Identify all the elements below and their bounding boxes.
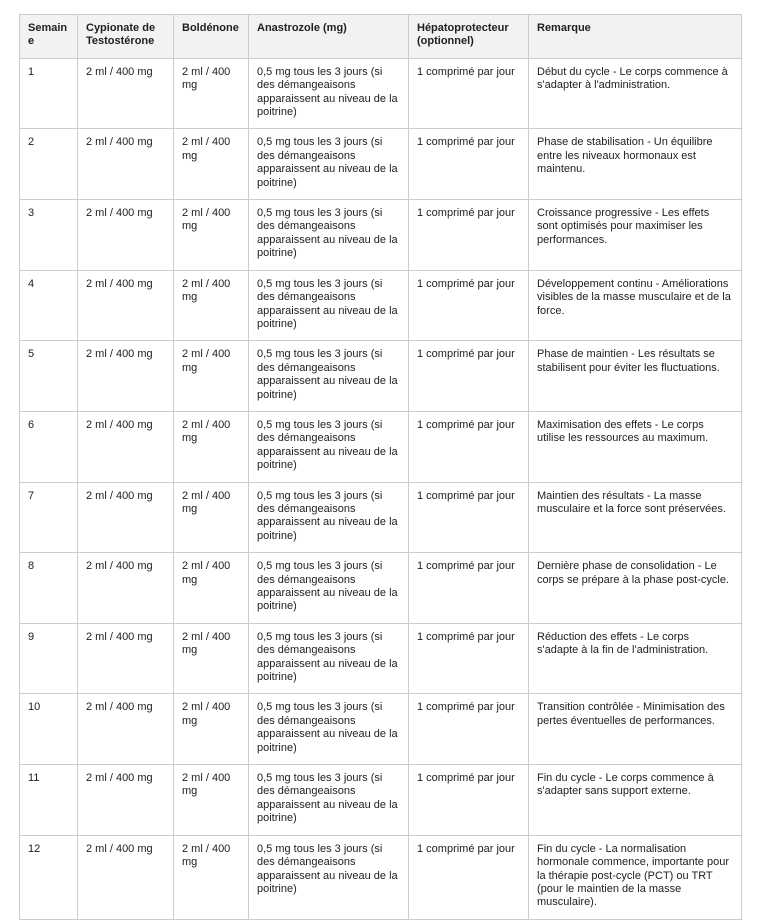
boldenone-cell: 2 ml / 400 mg	[174, 200, 249, 271]
remark-cell: Fin du cycle - La normalisation hormonale commence, importante pour la thérapie post-cycle (PCT) ou TRT (pour le maintien de la masse musculaire).	[529, 835, 742, 919]
testosterone-cell: 2 ml / 400 mg	[78, 58, 174, 129]
anastrozole-cell: 0,5 mg tous les 3 jours (si des démangeaisons apparaissent au niveau de la poitrine)	[249, 58, 409, 129]
anastrozole-cell: 0,5 mg tous les 3 jours (si des démangeaisons apparaissent au niveau de la poitrine)	[249, 341, 409, 412]
table-row	[20, 411, 742, 482]
week-cell: 2	[20, 129, 78, 200]
page	[0, 14, 768, 909]
anastrozole-cell: 0,5 mg tous les 3 jours (si des démangeaisons apparaissent au niveau de la poitrine)	[249, 765, 409, 836]
column-header-testosterone: Cypionate de Testostérone	[78, 15, 174, 59]
boldenone-cell: 2 ml / 400 mg	[174, 129, 249, 200]
week-cell: 9	[20, 623, 78, 694]
anastrozole-cell: 0,5 mg tous les 3 jours (si des démangeaisons apparaissent au niveau de la poitrine)	[249, 694, 409, 765]
remark-cell: Phase de stabilisation - Un équilibre entre les niveaux hormonaux est maintenu.	[529, 129, 742, 200]
table-row	[20, 694, 742, 765]
remark-cell: Fin du cycle - Le corps commence à s'adapter sans support externe.	[529, 765, 742, 836]
testosterone-cell: 2 ml / 400 mg	[78, 553, 174, 624]
anastrozole-cell: 0,5 mg tous les 3 jours (si des démangeaisons apparaissent au niveau de la poitrine)	[249, 835, 409, 919]
table-row	[20, 200, 742, 271]
remark-cell: Réduction des effets - Le corps s'adapte à la fin de l'administration.	[529, 623, 742, 694]
table-row	[20, 58, 742, 129]
boldenone-cell: 2 ml / 400 mg	[174, 835, 249, 919]
week-cell: 7	[20, 482, 78, 553]
testosterone-cell: 2 ml / 400 mg	[78, 341, 174, 412]
remark-cell: Dernière phase de consolidation - Le corps se prépare à la phase post-cycle.	[529, 553, 742, 624]
testosterone-cell: 2 ml / 400 mg	[78, 623, 174, 694]
column-header-hepatoprotector: Hépatoprotecteur (optionnel)	[409, 15, 529, 59]
week-cell: 8	[20, 553, 78, 624]
week-cell: 5	[20, 341, 78, 412]
anastrozole-cell: 0,5 mg tous les 3 jours (si des démangeaisons apparaissent au niveau de la poitrine)	[249, 623, 409, 694]
hepatoprotector-cell: 1 comprimé par jour	[409, 623, 529, 694]
anastrozole-cell: 0,5 mg tous les 3 jours (si des démangeaisons apparaissent au niveau de la poitrine)	[249, 482, 409, 553]
table-header	[20, 15, 742, 59]
remark-cell: Début du cycle - Le corps commence à s'adapter à l'administration.	[529, 58, 742, 129]
hepatoprotector-cell: 1 comprimé par jour	[409, 200, 529, 271]
testosterone-cell: 2 ml / 400 mg	[78, 835, 174, 919]
column-header-week: Semaine	[20, 15, 78, 59]
hepatoprotector-cell: 1 comprimé par jour	[409, 270, 529, 341]
hepatoprotector-cell: 1 comprimé par jour	[409, 482, 529, 553]
week-cell: 1	[20, 58, 78, 129]
remark-cell: Transition contrôlée - Minimisation des pertes éventuelles de performances.	[529, 694, 742, 765]
testosterone-cell: 2 ml / 400 mg	[78, 411, 174, 482]
hepatoprotector-cell: 1 comprimé par jour	[409, 129, 529, 200]
header-row	[20, 15, 742, 59]
boldenone-cell: 2 ml / 400 mg	[174, 58, 249, 129]
table-row	[20, 482, 742, 553]
anastrozole-cell: 0,5 mg tous les 3 jours (si des démangeaisons apparaissent au niveau de la poitrine)	[249, 270, 409, 341]
boldenone-cell: 2 ml / 400 mg	[174, 411, 249, 482]
hepatoprotector-cell: 1 comprimé par jour	[409, 553, 529, 624]
remark-cell: Croissance progressive - Les effets sont optimisés pour maximiser les performances.	[529, 200, 742, 271]
week-cell: 11	[20, 765, 78, 836]
hepatoprotector-cell: 1 comprimé par jour	[409, 341, 529, 412]
testosterone-cell: 2 ml / 400 mg	[78, 129, 174, 200]
boldenone-cell: 2 ml / 400 mg	[174, 765, 249, 836]
boldenone-cell: 2 ml / 400 mg	[174, 341, 249, 412]
column-header-boldenone: Boldénone	[174, 15, 249, 59]
testosterone-cell: 2 ml / 400 mg	[78, 270, 174, 341]
week-cell: 10	[20, 694, 78, 765]
anastrozole-cell: 0,5 mg tous les 3 jours (si des démangeaisons apparaissent au niveau de la poitrine)	[249, 411, 409, 482]
testosterone-cell: 2 ml / 400 mg	[78, 694, 174, 765]
table-row	[20, 623, 742, 694]
table-row	[20, 129, 742, 200]
remark-cell: Développement continu - Améliorations visibles de la masse musculaire et de la force.	[529, 270, 742, 341]
anastrozole-cell: 0,5 mg tous les 3 jours (si des démangeaisons apparaissent au niveau de la poitrine)	[249, 553, 409, 624]
week-cell: 12	[20, 835, 78, 919]
cycle-schedule-table	[19, 14, 742, 920]
anastrozole-cell: 0,5 mg tous les 3 jours (si des démangeaisons apparaissent au niveau de la poitrine)	[249, 129, 409, 200]
boldenone-cell: 2 ml / 400 mg	[174, 553, 249, 624]
table-row	[20, 341, 742, 412]
remark-cell: Maintien des résultats - La masse musculaire et la force sont préservées.	[529, 482, 742, 553]
boldenone-cell: 2 ml / 400 mg	[174, 482, 249, 553]
remark-cell: Phase de maintien - Les résultats se stabilisent pour éviter les fluctuations.	[529, 341, 742, 412]
hepatoprotector-cell: 1 comprimé par jour	[409, 765, 529, 836]
table-row	[20, 553, 742, 624]
anastrozole-cell: 0,5 mg tous les 3 jours (si des démangeaisons apparaissent au niveau de la poitrine)	[249, 200, 409, 271]
column-header-remark: Remarque	[529, 15, 742, 59]
table-row	[20, 835, 742, 919]
week-cell: 3	[20, 200, 78, 271]
boldenone-cell: 2 ml / 400 mg	[174, 270, 249, 341]
hepatoprotector-cell: 1 comprimé par jour	[409, 835, 529, 919]
boldenone-cell: 2 ml / 400 mg	[174, 623, 249, 694]
table-body	[20, 58, 742, 919]
week-cell: 6	[20, 411, 78, 482]
column-header-anastrozole: Anastrozole (mg)	[249, 15, 409, 59]
remark-cell: Maximisation des effets - Le corps utilise les ressources au maximum.	[529, 411, 742, 482]
boldenone-cell: 2 ml / 400 mg	[174, 694, 249, 765]
hepatoprotector-cell: 1 comprimé par jour	[409, 58, 529, 129]
hepatoprotector-cell: 1 comprimé par jour	[409, 411, 529, 482]
table-row	[20, 270, 742, 341]
table-row	[20, 765, 742, 836]
hepatoprotector-cell: 1 comprimé par jour	[409, 694, 529, 765]
testosterone-cell: 2 ml / 400 mg	[78, 765, 174, 836]
testosterone-cell: 2 ml / 400 mg	[78, 200, 174, 271]
week-cell: 4	[20, 270, 78, 341]
testosterone-cell: 2 ml / 400 mg	[78, 482, 174, 553]
